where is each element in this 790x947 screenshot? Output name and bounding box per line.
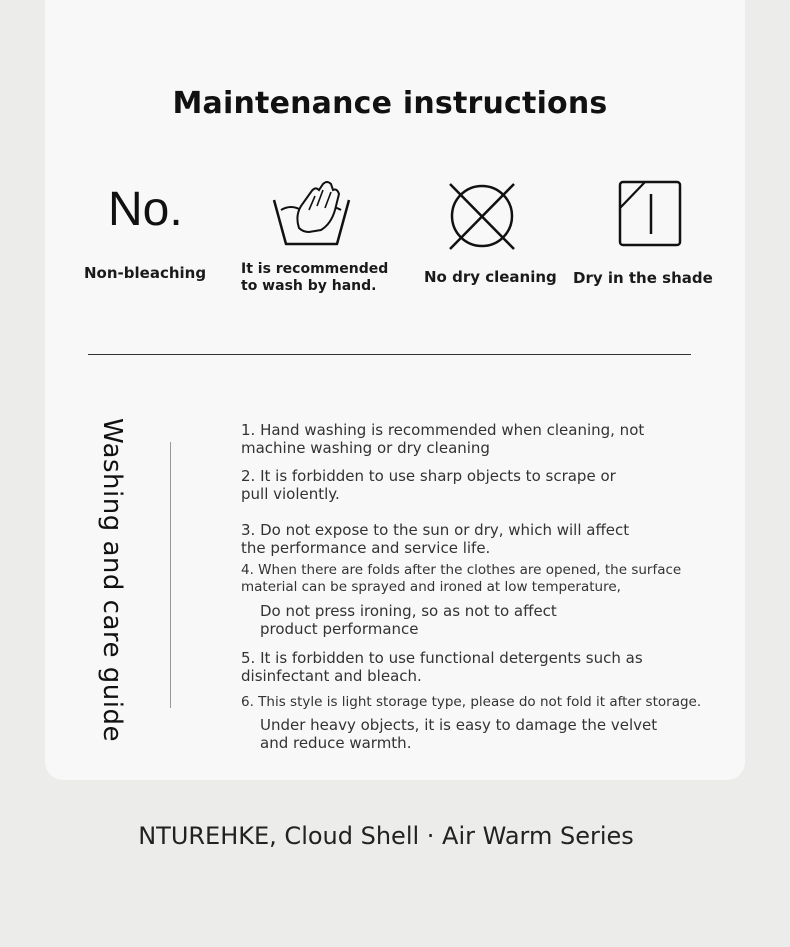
guide-vertical-rule xyxy=(170,442,171,708)
guide-title: Washing and care guide xyxy=(97,418,127,742)
step-3 xyxy=(241,521,629,557)
step-2 xyxy=(241,467,616,503)
dry-in-shade-label: Dry in the shade xyxy=(573,269,713,287)
hand-wash-label-line2: to wash by hand. xyxy=(241,278,377,294)
step-2-line1: 2. It is forbidden to use sharp objects to scrape or xyxy=(241,467,616,485)
hand-wash-label-line1: It is recommended xyxy=(241,261,389,277)
non-bleaching-label: Non-bleaching xyxy=(84,264,207,282)
section-divider xyxy=(88,354,691,355)
step-4-line1: 4. When there are folds after the clothes are opened, the surface xyxy=(241,562,682,578)
step-4 xyxy=(241,562,681,596)
step-4-note xyxy=(260,602,557,638)
no-dry-cleaning-label: No dry cleaning xyxy=(424,268,557,286)
step-5-line1: 5. It is forbidden to use functional detergents such as xyxy=(241,649,643,667)
hand-wash-label xyxy=(241,261,388,295)
step-4-note-line2: product performance xyxy=(260,620,419,638)
page-title: Maintenance instructions xyxy=(172,86,608,121)
step-6-note-line2: and reduce warmth. xyxy=(260,734,412,752)
step-6-line1: 6. This style is light storage type, please do not fold it after storage. xyxy=(241,694,702,710)
step-6-note xyxy=(260,716,657,752)
step-3-line1: 3. Do not expose to the sun or dry, which will affect xyxy=(241,521,630,539)
step-1-line2: machine washing or dry cleaning xyxy=(241,439,490,457)
step-5 xyxy=(241,649,643,685)
step-3-line2: the performance and service life. xyxy=(241,539,491,557)
step-6-note-line1: Under heavy objects, it is easy to damage the velvet xyxy=(260,716,658,734)
shade-dry-icon xyxy=(618,180,682,248)
step-4-note-line1: Do not press ironing, so as not to affect xyxy=(260,602,557,620)
no-bleach-text: No. xyxy=(108,183,183,236)
step-5-line2: disinfectant and bleach. xyxy=(241,667,422,685)
step-1 xyxy=(241,421,644,457)
hand-wash-icon xyxy=(271,180,353,248)
step-2-line2: pull violently. xyxy=(241,485,340,503)
series-footer: NTUREHKE, Cloud Shell · Air Warm Series xyxy=(138,822,634,850)
step-6 xyxy=(241,694,701,711)
no-dry-clean-icon xyxy=(446,182,518,252)
step-4-line2: material can be sprayed and ironed at low temperature, xyxy=(241,579,621,595)
step-1-line1: 1. Hand washing is recommended when cleaning, not xyxy=(241,421,645,439)
